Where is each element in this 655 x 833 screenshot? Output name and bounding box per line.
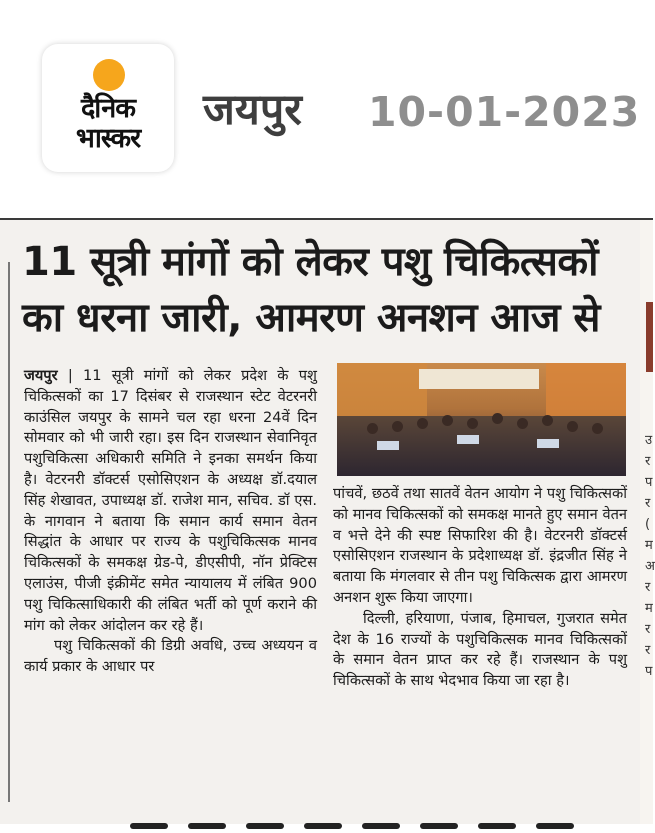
column1-paragraph-2: पशु चिकित्सकों की डिग्री अवधि, उच्च अध्ययन व कार्य प्रकार के आधार पर — [24, 637, 317, 676]
dainik-bhaskar-logo — [42, 44, 174, 172]
headline-line-1: 11 सूत्री मांगों को लेकर पशु चिकित्सकों — [22, 239, 598, 285]
article-headline — [22, 234, 637, 346]
adjacent-column-text: उ र प र ( म अ र म र र प — [645, 433, 655, 679]
column2-paragraph-2: दिल्ली, हरियाणा, पंजाब, हिमाचल, गुजरात समेत देश के 16 राज्यों के पशुचिकित्सक मानव चिकित्सकों के समान वेतन प्राप्त कर रहे हैं। राजस्थान के पशु चिकित्सकों के साथ भेदभाव किया जा रहा है। — [333, 609, 627, 690]
article-column-1: जयपुर | 11 सूत्री मांगों को लेकर प्रदेश के पशु चिकित्सकों का 17 दिसंबर से राजस्थान स्टेट वेटरनरी काउंसिल जयपुर के सामने चल रहा धरना 24वें दिन सोमवार को भी जारी रहा। इस दिन राजस्थान सेवानिवृत पशुचिकित्सा अधिकारी समिति ने इनका समर्थन किया है। वेटरनरी डॉक्टर्स एसोसिएशन के अध्यक्ष डॉ.दयाल सिंह शेखावत, उपाध्यक्ष डॉ. राजेश मान, सचिव. डॉ एस. के नागवान ने बताया कि समान कार्य समान वेतन सिद्धांत के आधार पर राज्य के पशुचिकित्सक मानव चिकित्सकों के समकक्ष ग्रेड-पे, डीएसीपी, नॉन प्रेक्टिस एलाउंस, पीजी इंक्रीमेंट समेत न्यायालय में लंबित 900 पशु चिकित्साधिकारी की लंबित भर्ती को पूर्ण कराने की मांग को लेकर आंदोलन कर रहे हैं। पशु चिकित्सकों की डिग्री अवधि, उच्च अध्ययन व कार्य प्रकार के आधार पर — [24, 366, 317, 678]
logo-text-line1: दैनिक — [80, 93, 136, 124]
lead-sentence: 11 सूत्री मांगों को लेकर प्रदेश के पशु — [82, 367, 317, 384]
column-rule — [8, 262, 10, 802]
protest-photo — [337, 363, 626, 476]
sun-icon — [93, 59, 125, 91]
logo-text-line2: भास्कर — [75, 123, 141, 154]
column1-paragraph-1: चिकित्सकों का 17 दिसंबर से राजस्थान स्टेट वेटरनरी काउंसिल जयपुर के सामने चल रहा धरना 24वें दिन सोमवार को भी जारी रहा। इस दिन राजस्थान सेवानिवृत पशुचिकित्सा अधिकारी समिति ने इनका समर्थन किया है। वेटरनरी डॉक्टर्स एसोसिएशन के अध्यक्ष डॉ.दयाल सिंह शेखावत, उपाध्यक्ष डॉ. राजेश मान, सचिव. डॉ एस. के नागवान ने बताया कि समान कार्य समान वेतन सिद्धांत के आधार पर राज्य के पशुचिकित्सक मानव चिकित्सकों के समकक्ष ग्रेड-पे, डीएसीपी, नॉन प्रेक्टिस एलाउंस, पीजी इंक्रीमेंट समेत न्यायालय में लंबित 900 पशु चिकित्साधिकारी की लंबित भर्ती को पूर्ण कराने की मांग को लेकर आंदोलन कर रहे हैं। — [24, 387, 317, 634]
article-column-2 — [333, 484, 627, 692]
header-band — [0, 0, 653, 218]
cut-off-text-line — [130, 814, 630, 824]
edition-date: 10-01-2023 — [368, 88, 641, 136]
newspaper-clipping — [0, 220, 653, 824]
adjacent-photo-edge — [646, 302, 653, 372]
edition-city: जयपुर — [203, 85, 302, 135]
headline-line-2: का धरना जारी, आमरण अनशन आज से — [22, 295, 600, 341]
dateline: जयपुर — [24, 367, 58, 384]
column2-paragraph-1: पांचवें, छठवें तथा सातवें वेतन आयोग ने पशु चिकित्सकों को मानव चिकित्सकों को समकक्ष मानते हुए समान वेतन व भत्ते देने की स्पष्ट सिफारिश की है। वेटरनरी डॉक्टर्स एसोसिएशन राजस्थान के प्रदेशाध्यक्ष डॉ. इंद्रजीत सिंह ने बताया कि मंगलवार से तीन पशु चिकित्सक द्वारा आमरण अनशन शुरू किया जाएगा। — [333, 485, 627, 606]
